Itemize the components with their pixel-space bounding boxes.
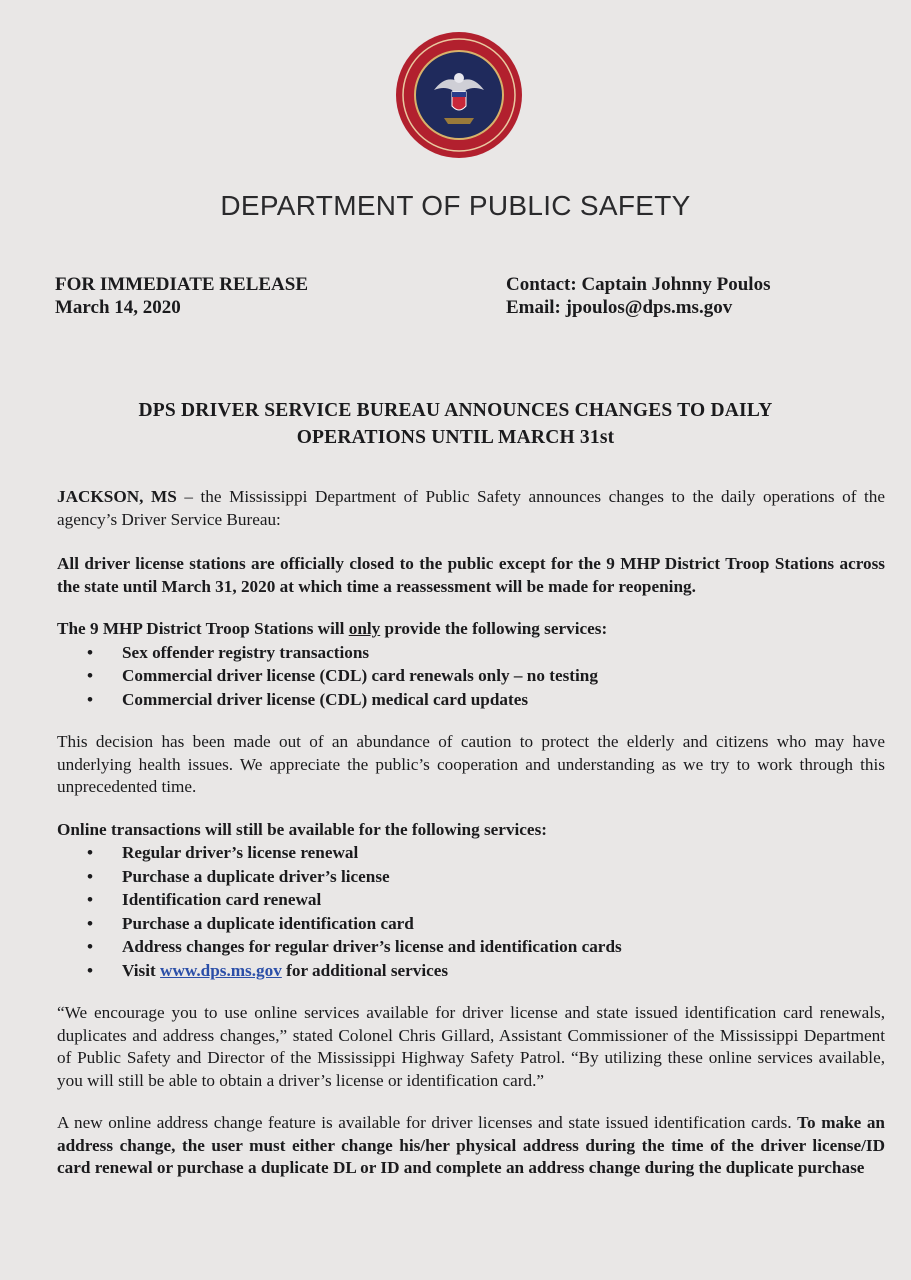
release-body [57, 486, 885, 1180]
contact-name: Contact: Captain Johnny Poulos [506, 274, 771, 295]
dateline: JACKSON, MS [57, 487, 177, 506]
online-services-list [57, 841, 885, 982]
troop-intro-before: The 9 MHP District Troop Stations will [57, 619, 349, 638]
contact-email: Email: jpoulos@dps.ms.gov [506, 297, 733, 318]
headline-line-2: OPERATIONS UNTIL MARCH 31st [296, 427, 615, 448]
release-label: FOR IMMEDIATE RELEASE [55, 274, 309, 295]
list-item: • Commercial driver license (CDL) medical card updates [57, 688, 885, 712]
release-block [55, 273, 308, 319]
closure-paragraph: All driver license stations are officially closed to the public except for the 9 MHP District Troop Stations across the state until March 31, 2020 at which time a reassessment will be made for reopening. [57, 554, 885, 596]
visit-after: for additional services [281, 960, 449, 980]
dps-seal-icon [394, 30, 524, 160]
list-item-visit [57, 959, 885, 983]
list-item: • Identification card renewal [57, 888, 885, 912]
address-change-bold: To make an address change, the user must either change his/her physical address during the time of the driver license/ID card renewal or purchase a duplicate DL or ID and complete an address change during the duplicate purchase [57, 1113, 885, 1177]
list-item: • Regular driver’s license renewal [57, 841, 885, 865]
troop-services-list [57, 641, 885, 712]
department-title: DEPARTMENT OF PUBLIC SAFETY [220, 190, 691, 221]
headline [0, 397, 911, 451]
headline-line-1: DPS DRIVER SERVICE BUREAU ANNOUNCES CHANGES TO DAILY [138, 400, 773, 421]
decision-paragraph: This decision has been made out of an abundance of caution to protect the elderly and citizens who may have underlying health issues. We appreciate the public’s cooperation and understanding as we try to work through this unprecedented time. [57, 732, 885, 796]
intro-text: – the Mississippi Department of Public Safety announces changes to the daily operations of the agency’s Driver Service Bureau: [57, 487, 885, 529]
list-item: • Address changes for regular driver’s license and identification cards [57, 935, 885, 959]
visit-before: Visit [122, 960, 161, 980]
troop-intro-emphasis: only [348, 619, 381, 638]
release-date: March 14, 2020 [55, 297, 181, 318]
address-change-paragraph [57, 1112, 885, 1180]
list-item: • Commercial driver license (CDL) card renewals only – no testing [57, 664, 885, 688]
list-item: • Purchase a duplicate driver’s license [57, 865, 885, 889]
list-item: • Purchase a duplicate identification card [57, 912, 885, 936]
troop-services-intro [57, 618, 885, 641]
troop-intro-after: provide the following services: [380, 619, 608, 638]
contact-block [506, 273, 770, 319]
quote-paragraph: “We encourage you to use online services available for driver license and state issued identification card renewals, duplicates and address changes,” stated Colonel Chris Gillard, Assistant Commissioner of the Mississippi Department of Public Safety and Director of the Mississippi Highway Safety Patrol. “By utilizing these online services available, you will still be able to obtain a driver’s license or identification card.” [57, 1003, 885, 1090]
intro-paragraph [57, 486, 885, 531]
address-change-plain: A new online address change feature is available for driver licenses and state issued identification cards. [57, 1113, 798, 1132]
online-services-intro: Online transactions will still be available for the following services: [57, 819, 547, 839]
list-item: • Sex offender registry transactions [57, 641, 885, 665]
dps-website-link[interactable]: www.dps.ms.gov [160, 960, 282, 980]
